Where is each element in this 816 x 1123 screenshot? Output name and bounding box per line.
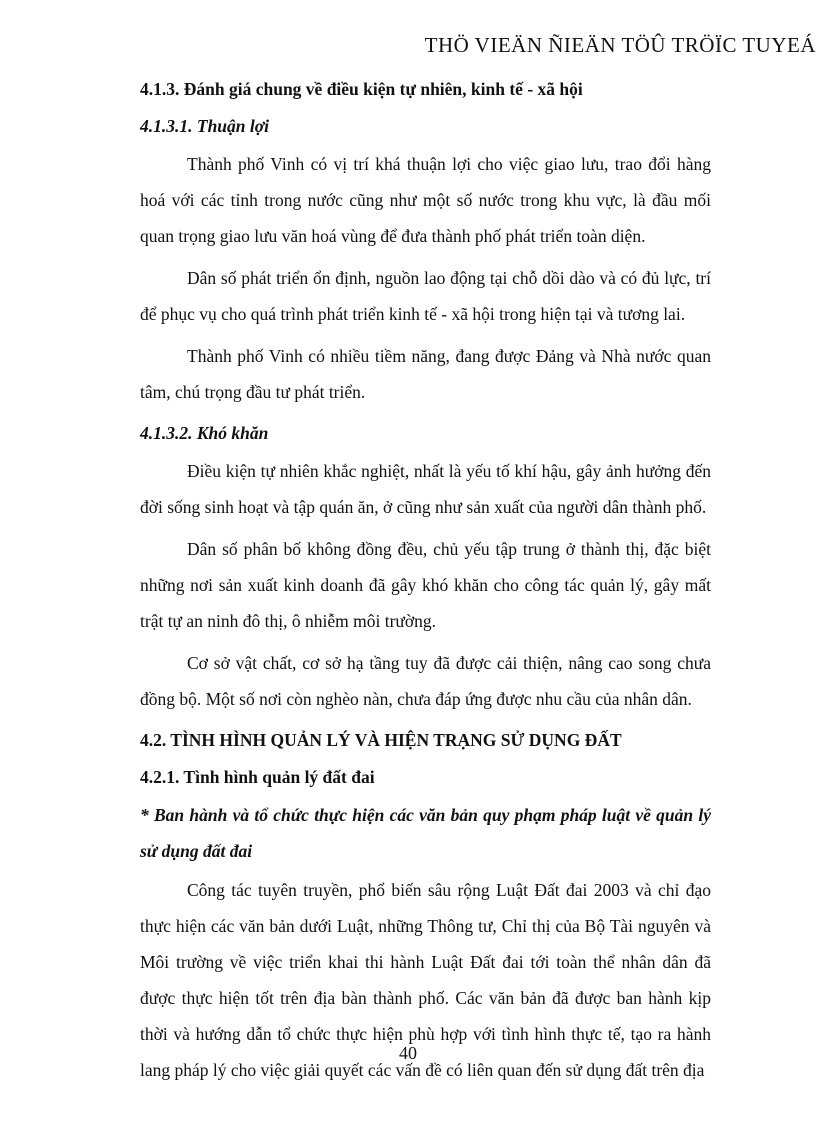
section-heading-4-1-3: 4.1.3. Đánh giá chung về điều kiện tự nhiên, kinh tế - xã hội: [140, 79, 583, 99]
paragraph: Dân số phát triển ổn định, nguồn lao động tại chỗ dồi dào và có đủ lực, trí để phục vụ cho quá trình phát triển kinh tế - xã hội trong hiện tại và tương lai.: [140, 268, 711, 324]
paragraph: Cơ sở vật chất, cơ sở hạ tầng tuy đã được cải thiện, nâng cao song chưa đồng bộ. Một số nơi còn nghèo nàn, chưa đáp ứng được nhu cầu của nhân dân.: [140, 653, 711, 709]
running-header: THÖ VIEÄN ÑIEÄN TÖÛ TRÖÏC TUYEÁ: [424, 33, 816, 57]
subheading-advantages: 4.1.3.1. Thuận lợi: [140, 116, 270, 136]
paragraph: Công tác tuyên truyền, phổ biến sâu rộng Luật Đất đai 2003 và chỉ đạo thực hiện các văn bản dưới Luật, những Thông tư, Chỉ thị của Bộ Tài nguyên và Môi trường về việc triển khai thi hành Luật Đất đai tới toàn thể nhân dân đã được thực hiện tốt trên địa bàn thành phố. Các văn bản đã được ban hành kịp thời và hướng dẫn tổ chức thực hiện phù hợp với tình hình thực tế, tạo ra hành lang pháp lý cho việc giải quyết các vấn đề có liên quan đến sử dụng đất trên địa: [140, 880, 711, 1080]
paragraph: Thành phố Vinh có nhiều tiềm năng, đang được Đảng và Nhà nước quan tâm, chú trọng đầu tư phát triển.: [140, 346, 711, 402]
paragraph: Điều kiện tự nhiên khắc nghiệt, nhất là yếu tố khí hậu, gây ảnh hưởng đến đời sống sinh hoạt và tập quán ăn, ở cũng như sản xuất của người dân thành phố.: [140, 461, 711, 517]
document-body: [140, 72, 711, 1094]
section-heading-4-2: 4.2. TÌNH HÌNH QUẢN LÝ VÀ HIỆN TRẠNG SỬ DỤNG ĐẤT: [140, 730, 622, 750]
section-heading-4-2-1: 4.2.1. Tình hình quản lý đất đai: [140, 767, 375, 787]
paragraph: Dân số phân bố không đồng đều, chủ yếu tập trung ở thành thị, đặc biệt những nơi sản xuất kinh doanh đã gây khó khăn cho công tác quản lý, gây mất trật tự an ninh đô thị, ô nhiễm môi trường.: [140, 539, 711, 631]
topic-heading: * Ban hành và tổ chức thực hiện các văn bản quy phạm pháp luật về quản lý sử dụng đất đai: [140, 805, 711, 861]
page-number: 40: [399, 1043, 417, 1063]
paragraph: Thành phố Vinh có vị trí khá thuận lợi cho việc giao lưu, trao đổi hàng hoá với các tỉnh trong nước cũng như một số nước trong khu vực, là đầu mối quan trọng giao lưu văn hoá vùng để đưa thành phố phát triển toàn diện.: [140, 154, 711, 246]
subheading-difficulties: 4.1.3.2. Khó khăn: [140, 423, 269, 443]
